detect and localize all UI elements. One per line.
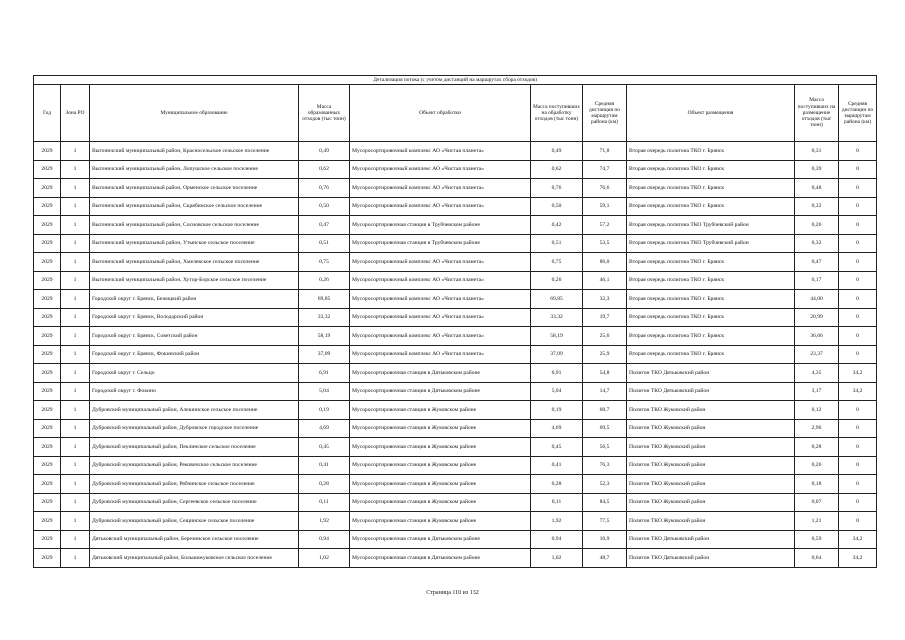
cell-zone: 1 xyxy=(61,401,90,420)
cell-processing-object: Мусоросортировочный комплекс АО «Чистая планета» xyxy=(350,253,531,272)
cell-processing-object: Мусоросортировочный комплекс АО «Чистая планета» xyxy=(350,197,531,216)
cell-placement-object: Полигон ТКО Дятьковский район xyxy=(627,382,795,401)
cell-mass-to-processing: 0,41 xyxy=(531,456,583,475)
table-row xyxy=(34,530,877,549)
cell-processing-object: Мусоросортировочный комплекс АО «Чистая планета» xyxy=(350,290,531,309)
cell-processing-object: Мусоросортировочная станция в Трубчевском районе xyxy=(350,234,531,253)
table-row xyxy=(34,456,877,475)
cell-mass-to-processing: 0,49 xyxy=(531,142,583,161)
table-row xyxy=(34,308,877,327)
table-row xyxy=(34,271,877,290)
cell-processing-object: Мусоросортировочная станция в Жуковском районе xyxy=(350,512,531,531)
cell-zone: 1 xyxy=(61,364,90,383)
cell-mass-to-placement: 0,32 xyxy=(795,234,839,253)
cell-municipality: Выгоничский муниципальный район, Хутор-Борское сельское поселение xyxy=(90,271,299,290)
cell-zone: 1 xyxy=(61,160,90,179)
cell-placement-object: Полигон ТКО Дятьковский район xyxy=(627,530,795,549)
cell-mass-to-processing: 37,09 xyxy=(531,345,583,364)
cell-placement-object: Вторая очередь полигона ТКО г. Брянск xyxy=(627,308,795,327)
cell-avg-distance-placement: 0 xyxy=(839,419,877,438)
cell-placement-object: Вторая очередь полигона ТКО г. Брянск xyxy=(627,253,795,272)
cell-avg-distance-route: 16,9 xyxy=(583,530,627,549)
cell-processing-object: Мусоросортировочный комплекс АО «Чистая планета» xyxy=(350,327,531,346)
cell-placement-object: Вторая очередь полигона ТКО Трубчевский район xyxy=(627,234,795,253)
cell-mass-to-placement: 0,07 xyxy=(795,493,839,512)
table-row xyxy=(34,160,877,179)
flow-detail-table xyxy=(33,75,877,568)
cell-municipality: Дубровский муниципальный район, Сещинское сельское поселение xyxy=(90,512,299,531)
table-row xyxy=(34,401,877,420)
col-header-processing-object: Объект обработки xyxy=(350,85,531,142)
cell-mass-to-processing: 0,42 xyxy=(531,216,583,235)
cell-year: 2029 xyxy=(34,290,61,309)
col-header-placement-object: Объект размещения xyxy=(627,85,795,142)
cell-zone: 1 xyxy=(61,327,90,346)
cell-municipality: Дятьковский муниципальный район, Большежуковское сельское поселение xyxy=(90,549,299,568)
cell-placement-object: Вторая очередь полигона ТКО г. Брянск xyxy=(627,290,795,309)
cell-avg-distance-placement: 0 xyxy=(839,179,877,198)
cell-mass-to-placement: 0,31 xyxy=(795,142,839,161)
cell-mass-to-placement: 4,35 xyxy=(795,364,839,383)
cell-placement-object: Вторая очередь полигона ТКО Трубчевский район xyxy=(627,216,795,235)
cell-processing-object: Мусоросортировочный комплекс АО «Чистая планета» xyxy=(350,160,531,179)
cell-zone: 1 xyxy=(61,382,90,401)
cell-mass-generated: 0,49 xyxy=(299,142,350,161)
cell-municipality: Дубровский муниципальный район, Пеклинское сельское поселение xyxy=(90,438,299,457)
cell-mass-to-placement: 23,37 xyxy=(795,345,839,364)
cell-mass-to-processing: 0,19 xyxy=(531,401,583,420)
cell-mass-generated: 0,45 xyxy=(299,438,350,457)
cell-processing-object: Мусоросортировочная станция в Дятьковском районе xyxy=(350,549,531,568)
cell-processing-object: Мусоросортировочный комплекс АО «Чистая планета» xyxy=(350,345,531,364)
cell-avg-distance-placement: 0 xyxy=(839,327,877,346)
cell-mass-to-processing: 4,69 xyxy=(531,419,583,438)
cell-avg-distance-placement: 0 xyxy=(839,401,877,420)
cell-mass-generated: 69,85 xyxy=(299,290,350,309)
cell-placement-object: Полигон ТКО Жуковский район xyxy=(627,438,795,457)
cell-avg-distance-route: 25,9 xyxy=(583,345,627,364)
cell-zone: 1 xyxy=(61,530,90,549)
cell-mass-to-processing: 0,62 xyxy=(531,160,583,179)
cell-mass-to-placement: 20,99 xyxy=(795,308,839,327)
cell-placement-object: Полигон ТКО Дятьковский район xyxy=(627,364,795,383)
cell-municipality: Дубровский муниципальный район, Алешинское сельское поселение xyxy=(90,401,299,420)
cell-municipality: Городской округ г. Брянск, Бежицкий район xyxy=(90,290,299,309)
cell-mass-to-processing: 0,51 xyxy=(531,234,583,253)
cell-mass-to-placement: 0,39 xyxy=(795,160,839,179)
cell-municipality: Дубровский муниципальный район, Дубровское городское поселение xyxy=(90,419,299,438)
cell-mass-to-placement: 0,59 xyxy=(795,530,839,549)
table-row xyxy=(34,290,877,309)
cell-municipality: Выгоничский муниципальный район, Хмелевское сельское поселение xyxy=(90,253,299,272)
cell-avg-distance-placement: 0 xyxy=(839,345,877,364)
cell-mass-generated: 0,26 xyxy=(299,271,350,290)
cell-avg-distance-placement: 0 xyxy=(839,456,877,475)
cell-processing-object: Мусоросортировочная станция в Дятьковском районе xyxy=(350,382,531,401)
cell-avg-distance-route: 53,5 xyxy=(583,234,627,253)
cell-mass-to-placement: 0,26 xyxy=(795,216,839,235)
cell-avg-distance-route: 25,6 xyxy=(583,327,627,346)
col-header-mass-generated: Масса образованных отходов (тыс тонн) xyxy=(299,85,350,142)
cell-zone: 1 xyxy=(61,179,90,198)
cell-year: 2029 xyxy=(34,216,61,235)
cell-mass-to-placement: 44,00 xyxy=(795,290,839,309)
cell-mass-to-processing: 0,75 xyxy=(531,253,583,272)
table-row xyxy=(34,197,877,216)
cell-avg-distance-route: 56,5 xyxy=(583,438,627,457)
cell-mass-generated: 0,19 xyxy=(299,401,350,420)
cell-processing-object: Мусоросортировочный комплекс АО «Чистая планета» xyxy=(350,142,531,161)
cell-year: 2029 xyxy=(34,512,61,531)
cell-avg-distance-placement: 0 xyxy=(839,234,877,253)
table-row xyxy=(34,179,877,198)
cell-mass-generated: 4,69 xyxy=(299,419,350,438)
cell-year: 2029 xyxy=(34,530,61,549)
cell-zone: 1 xyxy=(61,234,90,253)
cell-mass-generated: 58,19 xyxy=(299,327,350,346)
cell-processing-object: Мусоросортировочный комплекс АО «Чистая планета» xyxy=(350,308,531,327)
cell-municipality: Городской округ г. Сельцо xyxy=(90,364,299,383)
cell-zone: 1 xyxy=(61,475,90,494)
cell-year: 2029 xyxy=(34,419,61,438)
cell-municipality: Выгоничский муниципальный район, Скрябинское сельское поселение xyxy=(90,197,299,216)
cell-placement-object: Полигон ТКО Жуковский район xyxy=(627,475,795,494)
cell-placement-object: Вторая очередь полигона ТКО г. Брянск xyxy=(627,142,795,161)
cell-placement-object: Вторая очередь полигона ТКО г. Брянск xyxy=(627,179,795,198)
cell-placement-object: Полигон ТКО Жуковский район xyxy=(627,456,795,475)
cell-mass-generated: 0,41 xyxy=(299,456,350,475)
cell-year: 2029 xyxy=(34,345,61,364)
cell-mass-generated: 6,91 xyxy=(299,364,350,383)
cell-processing-object: Мусоросортировочная станция в Жуковском районе xyxy=(350,456,531,475)
cell-placement-object: Вторая очередь полигона ТКО г. Брянск xyxy=(627,345,795,364)
cell-mass-to-processing: 5,04 xyxy=(531,382,583,401)
cell-avg-distance-route: 46,1 xyxy=(583,271,627,290)
table-row xyxy=(34,327,877,346)
table-body xyxy=(34,142,877,568)
cell-placement-object: Вторая очередь полигона ТКО г. Брянск xyxy=(627,160,795,179)
cell-placement-object: Полигон ТКО Жуковский район xyxy=(627,401,795,420)
cell-mass-generated: 0,11 xyxy=(299,493,350,512)
cell-avg-distance-placement: 0 xyxy=(839,271,877,290)
cell-year: 2029 xyxy=(34,179,61,198)
cell-mass-to-processing: 0,45 xyxy=(531,438,583,457)
cell-year: 2029 xyxy=(34,271,61,290)
cell-mass-to-processing: 6,91 xyxy=(531,364,583,383)
table-row xyxy=(34,493,877,512)
cell-avg-distance-route: 54,8 xyxy=(583,364,627,383)
cell-mass-to-placement: 3,17 xyxy=(795,382,839,401)
table-row xyxy=(34,512,877,531)
cell-processing-object: Мусоросортировочная станция в Дятьковском районе xyxy=(350,364,531,383)
cell-mass-generated: 0,51 xyxy=(299,234,350,253)
cell-processing-object: Мусоросортировочная станция в Жуковском районе xyxy=(350,419,531,438)
cell-mass-generated: 0,75 xyxy=(299,253,350,272)
cell-avg-distance-route: 52,3 xyxy=(583,475,627,494)
cell-mass-to-placement: 0,32 xyxy=(795,197,839,216)
cell-municipality: Городской округ г. Брянск, Советский район xyxy=(90,327,299,346)
cell-year: 2029 xyxy=(34,253,61,272)
col-header-year: Год xyxy=(34,85,61,142)
cell-placement-object: Вторая очередь полигона ТКО г. Брянск xyxy=(627,197,795,216)
cell-avg-distance-placement: 0 xyxy=(839,142,877,161)
table-caption: Детализация потока (с учетом дистанций на маршрутах сбора отходов) xyxy=(34,76,877,85)
cell-avg-distance-placement: 0 xyxy=(839,197,877,216)
cell-mass-generated: 0,47 xyxy=(299,216,350,235)
cell-mass-generated: 0,76 xyxy=(299,179,350,198)
cell-municipality: Городской округ г. Фокино xyxy=(90,382,299,401)
cell-year: 2029 xyxy=(34,549,61,568)
cell-mass-generated: 0,28 xyxy=(299,475,350,494)
page-number: Страница 110 из 132 xyxy=(426,590,479,596)
cell-avg-distance-route: 69,5 xyxy=(583,419,627,438)
col-header-municipality: Муниципальное образование xyxy=(90,85,299,142)
table-row xyxy=(34,364,877,383)
cell-avg-distance-route: 76,6 xyxy=(583,179,627,198)
cell-mass-to-processing: 58,19 xyxy=(531,327,583,346)
cell-zone: 1 xyxy=(61,493,90,512)
cell-avg-distance-placement: 0 xyxy=(839,475,877,494)
cell-zone: 1 xyxy=(61,438,90,457)
cell-mass-to-processing: 0,76 xyxy=(531,179,583,198)
cell-mass-generated: 33,32 xyxy=(299,308,350,327)
cell-avg-distance-placement: 0 xyxy=(839,253,877,272)
cell-year: 2029 xyxy=(34,364,61,383)
cell-mass-to-placement: 0,47 xyxy=(795,253,839,272)
cell-placement-object: Вторая очередь полигона ТКО г. Брянск xyxy=(627,327,795,346)
table-row xyxy=(34,216,877,235)
cell-year: 2029 xyxy=(34,327,61,346)
cell-avg-distance-placement: 0 xyxy=(839,216,877,235)
cell-municipality: Выгоничский муниципальный район, Лопушское сельское поселение xyxy=(90,160,299,179)
cell-municipality: Выгоничский муниципальный район, Утынское сельское поселение xyxy=(90,234,299,253)
cell-placement-object: Вторая очередь полигона ТКО г. Брянск xyxy=(627,271,795,290)
cell-avg-distance-placement: 34,2 xyxy=(839,382,877,401)
cell-zone: 1 xyxy=(61,419,90,438)
cell-year: 2029 xyxy=(34,197,61,216)
table-row xyxy=(34,419,877,438)
col-header-mass-to-processing: Масса поступивших на обработку отходов (тыс тонн) xyxy=(531,85,583,142)
cell-mass-to-placement: 1,21 xyxy=(795,512,839,531)
cell-zone: 1 xyxy=(61,271,90,290)
cell-placement-object: Полигон ТКО Жуковский район xyxy=(627,419,795,438)
cell-year: 2029 xyxy=(34,475,61,494)
cell-mass-to-placement: 36,66 xyxy=(795,327,839,346)
cell-avg-distance-route: 71,8 xyxy=(583,142,627,161)
cell-mass-generated: 0,50 xyxy=(299,197,350,216)
cell-placement-object: Полигон ТКО Жуковский район xyxy=(627,493,795,512)
cell-processing-object: Мусоросортировочная станция в Жуковском районе xyxy=(350,493,531,512)
cell-mass-to-placement: 0,26 xyxy=(795,456,839,475)
col-header-zone: Зона РО xyxy=(61,85,90,142)
table-row xyxy=(34,438,877,457)
col-header-mass-to-placement: Масса поступивших на размещение отходов (тыс тонн) xyxy=(795,85,839,142)
cell-processing-object: Мусоросортировочная станция в Трубчевском районе xyxy=(350,216,531,235)
cell-avg-distance-route: 76,3 xyxy=(583,456,627,475)
cell-zone: 1 xyxy=(61,308,90,327)
cell-avg-distance-route: 57,2 xyxy=(583,216,627,235)
cell-processing-object: Мусоросортировочная станция в Жуковском районе xyxy=(350,438,531,457)
cell-zone: 1 xyxy=(61,290,90,309)
cell-mass-generated: 37,09 xyxy=(299,345,350,364)
cell-mass-to-placement: 0,12 xyxy=(795,401,839,420)
cell-avg-distance-placement: 34,2 xyxy=(839,549,877,568)
cell-processing-object: Мусоросортировочная станция в Жуковском районе xyxy=(350,475,531,494)
cell-avg-distance-route: 48,7 xyxy=(583,549,627,568)
cell-mass-to-placement: 0,64 xyxy=(795,549,839,568)
cell-avg-distance-placement: 34,2 xyxy=(839,530,877,549)
cell-mass-to-processing: 33,32 xyxy=(531,308,583,327)
cell-avg-distance-route: 59,1 xyxy=(583,197,627,216)
cell-municipality: Дубровский муниципальный район, Рябчинское сельское поселение xyxy=(90,475,299,494)
cell-year: 2029 xyxy=(34,438,61,457)
table-row xyxy=(34,549,877,568)
cell-placement-object: Полигон ТКО Дятьковский район xyxy=(627,549,795,568)
cell-mass-generated: 0,62 xyxy=(299,160,350,179)
cell-mass-generated: 1,02 xyxy=(299,549,350,568)
cell-municipality: Дятьковский муниципальный район, Березинское сельское поселение xyxy=(90,530,299,549)
table-row xyxy=(34,475,877,494)
cell-municipality: Городской округ г. Брянск, Володарский район xyxy=(90,308,299,327)
cell-avg-distance-placement: 0 xyxy=(839,493,877,512)
cell-zone: 1 xyxy=(61,345,90,364)
cell-avg-distance-placement: 0 xyxy=(839,438,877,457)
table-row xyxy=(34,382,877,401)
cell-processing-object: Мусоросортировочный комплекс АО «Чистая планета» xyxy=(350,179,531,198)
cell-zone: 1 xyxy=(61,142,90,161)
cell-municipality: Дубровский муниципальный район, Сергеевское сельское поселение xyxy=(90,493,299,512)
cell-zone: 1 xyxy=(61,456,90,475)
cell-mass-to-processing: 0,26 xyxy=(531,271,583,290)
col-header-avg-distance-route: Средняя дистанция по маршрутам района (км) xyxy=(583,85,627,142)
cell-year: 2029 xyxy=(34,142,61,161)
cell-year: 2029 xyxy=(34,401,61,420)
cell-year: 2029 xyxy=(34,456,61,475)
cell-avg-distance-placement: 34,2 xyxy=(839,364,877,383)
cell-municipality: Выгоничский муниципальный район, Красносельское сельское поселение xyxy=(90,142,299,161)
cell-mass-to-placement: 0,28 xyxy=(795,438,839,457)
cell-zone: 1 xyxy=(61,216,90,235)
cell-zone: 1 xyxy=(61,197,90,216)
cell-year: 2029 xyxy=(34,382,61,401)
cell-municipality: Городской округ г. Брянск, Фокинский район xyxy=(90,345,299,364)
table-row xyxy=(34,234,877,253)
cell-zone: 1 xyxy=(61,253,90,272)
cell-zone: 1 xyxy=(61,512,90,531)
cell-processing-object: Мусоросортировочная станция в Дятьковском районе xyxy=(350,530,531,549)
cell-placement-object: Полигон ТКО Жуковский район xyxy=(627,512,795,531)
cell-year: 2029 xyxy=(34,160,61,179)
cell-avg-distance-placement: 0 xyxy=(839,160,877,179)
cell-avg-distance-route: 84,5 xyxy=(583,493,627,512)
cell-avg-distance-route: 86,0 xyxy=(583,253,627,272)
cell-avg-distance-route: 19,7 xyxy=(583,308,627,327)
cell-avg-distance-route: 32,3 xyxy=(583,290,627,309)
cell-processing-object: Мусоросортировочная станция в Жуковском районе xyxy=(350,401,531,420)
table-row xyxy=(34,253,877,272)
cell-mass-to-placement: 2,96 xyxy=(795,419,839,438)
cell-processing-object: Мусоросортировочный комплекс АО «Чистая планета» xyxy=(350,271,531,290)
cell-mass-generated: 0,94 xyxy=(299,530,350,549)
cell-avg-distance-placement: 0 xyxy=(839,512,877,531)
cell-mass-generated: 1,92 xyxy=(299,512,350,531)
cell-mass-to-processing: 0,50 xyxy=(531,197,583,216)
cell-mass-to-processing: 0,28 xyxy=(531,475,583,494)
cell-year: 2029 xyxy=(34,308,61,327)
cell-municipality: Выгоничский муниципальный район, Орменское сельское поселение xyxy=(90,179,299,198)
cell-mass-to-processing: 0,94 xyxy=(531,530,583,549)
cell-mass-to-processing: 0,11 xyxy=(531,493,583,512)
cell-mass-to-processing: 1,02 xyxy=(531,549,583,568)
col-header-avg-distance-placement: Средняя дистанции по маршрутам района (км) xyxy=(839,85,877,142)
cell-avg-distance-route: 74,7 xyxy=(583,160,627,179)
table-row xyxy=(34,345,877,364)
cell-avg-distance-route: 14,7 xyxy=(583,382,627,401)
cell-avg-distance-placement: 0 xyxy=(839,308,877,327)
cell-mass-to-processing: 1,92 xyxy=(531,512,583,531)
cell-year: 2029 xyxy=(34,234,61,253)
cell-mass-generated: 5,04 xyxy=(299,382,350,401)
cell-avg-distance-placement: 0 xyxy=(839,290,877,309)
cell-year: 2029 xyxy=(34,493,61,512)
table-row xyxy=(34,142,877,161)
cell-mass-to-processing: 69,85 xyxy=(531,290,583,309)
cell-mass-to-placement: 0,18 xyxy=(795,475,839,494)
cell-avg-distance-route: 77,5 xyxy=(583,512,627,531)
cell-mass-to-placement: 0,48 xyxy=(795,179,839,198)
cell-municipality: Выгоничский муниципальный район, Сосновское сельское поселение xyxy=(90,216,299,235)
cell-municipality: Дубровский муниципальный район, Рековичское сельское поселение xyxy=(90,456,299,475)
cell-zone: 1 xyxy=(61,549,90,568)
cell-avg-distance-route: 68,7 xyxy=(583,401,627,420)
cell-mass-to-placement: 0,17 xyxy=(795,271,839,290)
